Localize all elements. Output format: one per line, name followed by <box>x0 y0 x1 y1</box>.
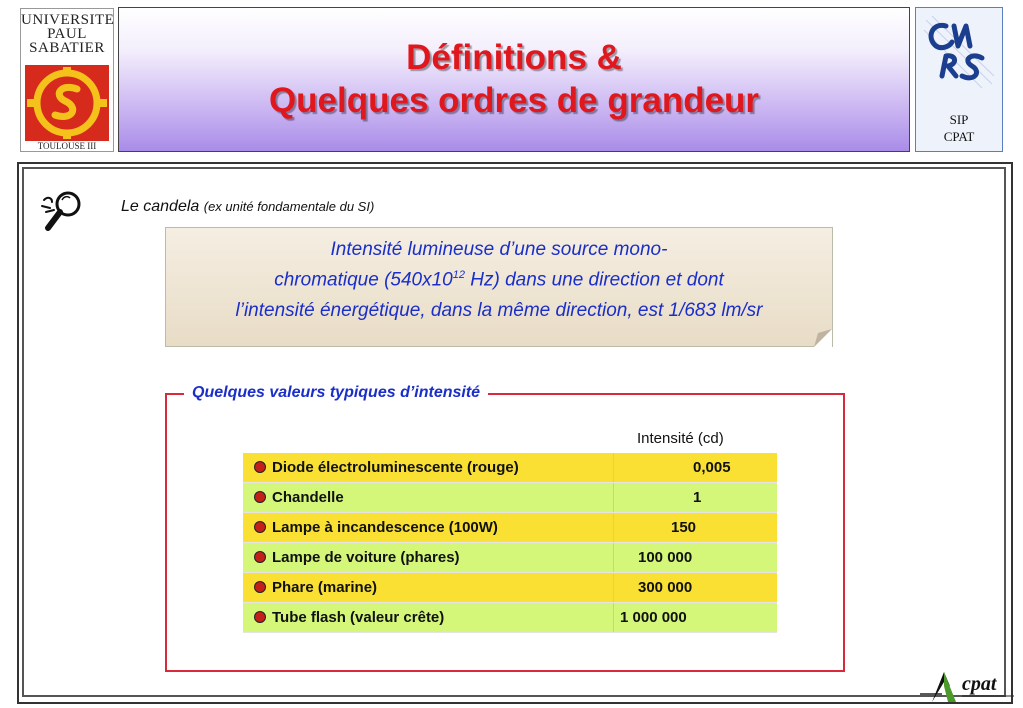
university-city: TOULOUSE III <box>37 141 97 151</box>
table-row <box>243 453 777 483</box>
definition-line-3: l’intensité énergétique, dans la même direction, est 1/683 lm/sr <box>235 300 763 321</box>
column-divider <box>613 543 614 572</box>
university-emblem-icon <box>25 65 109 141</box>
table-row <box>243 513 777 543</box>
table-row <box>243 573 777 603</box>
intensity-table <box>243 453 777 633</box>
row-value: 300 000 <box>638 579 693 596</box>
bullet-icon <box>254 491 266 503</box>
bullet-icon <box>254 581 266 593</box>
candela-label: Le candela <box>121 198 200 215</box>
column-divider <box>613 603 614 632</box>
page-title-line-2: Quelques ordres de grandeur <box>268 81 760 120</box>
row-label: Diode électroluminescente (rouge) <box>272 459 519 476</box>
row-value: 0,005 <box>693 459 731 476</box>
bullet-icon <box>254 521 266 533</box>
definition-line-1: Intensité lumineuse d’une source mono- <box>330 239 668 260</box>
row-label: Tube flash (valeur crête) <box>272 609 445 626</box>
intensity-column-header: Intensité (cd) <box>637 430 724 447</box>
bullet-icon <box>254 461 266 473</box>
definition-line-2-start: chromatique (540x10 <box>274 269 453 291</box>
logo-cpat-label: CPAT <box>943 129 975 144</box>
row-label: Lampe à incandescence (100W) <box>272 519 498 536</box>
title-banner <box>118 7 910 152</box>
table-row <box>243 483 777 513</box>
row-value: 1 000 000 <box>620 609 687 626</box>
page-title-line-1: Définitions & <box>406 38 622 77</box>
definition-exponent: 12 <box>452 269 465 281</box>
university-name <box>21 13 113 55</box>
bullet-icon <box>254 611 266 623</box>
row-label: Chandelle <box>272 489 344 506</box>
cpat-logo-text: cpat <box>962 673 997 695</box>
candela-note: (ex unité fondamentale du SI) <box>203 199 375 214</box>
cnrs-logo <box>915 7 1003 152</box>
column-divider <box>613 483 614 512</box>
university-line-3: SABATIER <box>29 40 105 56</box>
page-curl-icon <box>814 329 832 347</box>
row-value: 1 <box>693 489 702 506</box>
definition-note <box>165 227 833 347</box>
row-value: 100 000 <box>638 549 693 566</box>
university-line-2: PAUL <box>47 26 87 42</box>
magnifying-glass-icon <box>38 188 86 234</box>
table-row <box>243 603 777 633</box>
column-divider <box>613 453 614 482</box>
table-row <box>243 543 777 573</box>
university-line-1: UNIVERSITE <box>21 12 115 28</box>
row-label: Lampe de voiture (phares) <box>272 549 460 566</box>
university-logo <box>20 8 114 152</box>
candela-intro <box>121 198 374 216</box>
row-value: 150 <box>671 519 697 536</box>
row-label: Phare (marine) <box>272 579 378 596</box>
typical-values-title: Quelques valeurs typiques d’intensité <box>184 384 488 402</box>
logo-sip-label: SIP <box>949 112 969 127</box>
definition-line-2 <box>166 269 832 291</box>
bullet-icon <box>254 551 266 563</box>
cnrs-mark-icon <box>922 14 996 90</box>
cpat-logo <box>918 666 1016 704</box>
column-divider <box>613 573 614 602</box>
definition-line-2-end: Hz) dans une direction et dont <box>464 269 724 291</box>
column-divider <box>613 513 614 542</box>
